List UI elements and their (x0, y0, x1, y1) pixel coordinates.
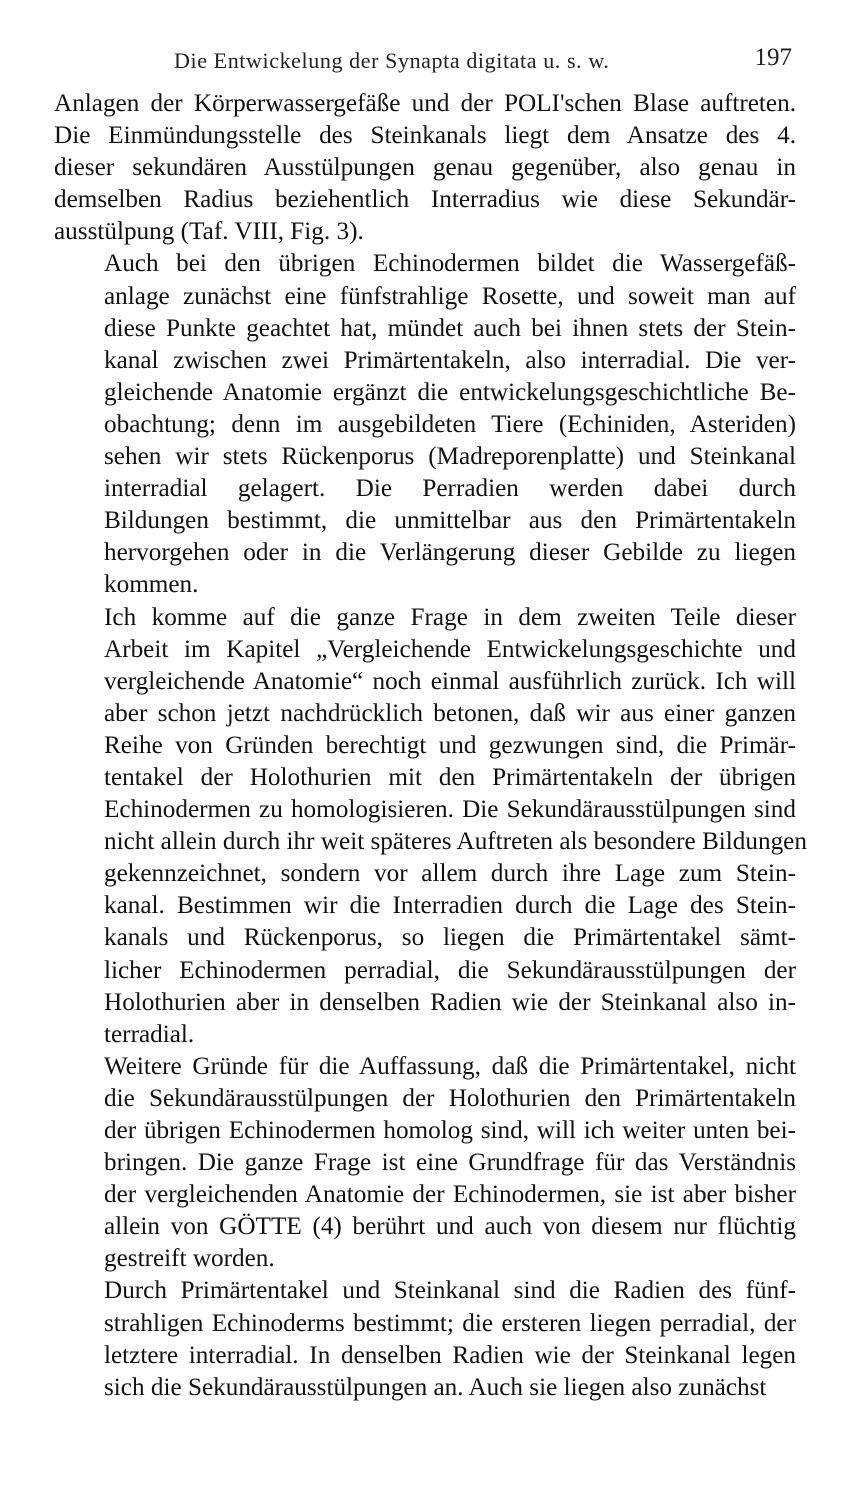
running-title: Die Entwickelung der Synapta digitata u. s. w. (174, 48, 610, 73)
text-line: kommen. (104, 571, 199, 599)
running-head (54, 44, 796, 78)
text-line: letztere interradial. In denselben Radien wie der Steinkanal legen (104, 1341, 796, 1369)
text-line: diese Punkte geachtet hat, mündet auch bei ihnen stets der Stein- (104, 314, 796, 342)
text-line: sich die Sekundärausstülpungen an. Auch sie liegen also zunächst (104, 1373, 767, 1401)
text-line: interradial gelagert. Die Perradien werden dabei durch (104, 475, 796, 503)
text-line: demselben Radius beziehentlich Interradius wie diese Sekundär- (54, 186, 796, 214)
text-line: strahligen Echinoderms bestimmt; die ersteren liegen perradial, der (104, 1309, 796, 1337)
text-line: Bildungen bestimmt, die unmittelbar aus den Primärtentakeln (104, 507, 796, 535)
text-line: Arbeit im Kapitel „Vergleichende Entwickelungsgeschichte und (104, 635, 796, 663)
text-line: gestreift worden. (104, 1245, 275, 1273)
text-line: Weitere Gründe für die Auffassung, daß die Primärtentakel, nicht (104, 1052, 796, 1080)
paragraph (54, 1051, 796, 1276)
body-text (54, 88, 807, 1404)
text-line: gekennzeichnet, sondern vor allem durch ihre Lage zum Stein- (104, 860, 796, 888)
text-line: allein von GÖTTE (4) berührt und auch von diesem nur flüchtig (104, 1213, 796, 1241)
text-line: gleichende Anatomie ergänzt die entwickelungsgeschichtliche Be- (104, 378, 796, 406)
text-line: aber schon jetzt nachdrücklich betonen, daß wir aus einer ganzen (104, 699, 796, 727)
text-line: obachtung; denn im ausgebildeten Tiere (Echiniden, Asteriden) (104, 410, 796, 438)
paragraph (54, 248, 796, 601)
text-line: tentakel der Holothurien mit den Primärtentakeln der übrigen (104, 763, 796, 791)
text-line: ausstülpung (Taf. VIII, Fig. 3). (54, 218, 364, 246)
text-line: sehen wir stets Rückenporus (Madreporenplatte) und Steinkanal (104, 443, 796, 471)
text-line: vergleichende Anatomie“ noch einmal ausführlich zurück. Ich will (104, 667, 796, 695)
text-line: Holothurien aber in denselben Radien wie der Steinkanal also in- (104, 988, 796, 1016)
text-line: dieser sekundären Ausstülpungen genau gegenüber, also genau in (54, 154, 796, 182)
text-line: Auch bei den übrigen Echinodermen bildet die Wassergefäß- (104, 250, 796, 278)
text-line: Durch Primärtentakel und Steinkanal sind die Radien des fünf- (104, 1277, 796, 1305)
text-line: der übrigen Echinodermen homolog sind, will ich weiter unten bei- (104, 1117, 796, 1144)
text-line: bringen. Die ganze Frage ist eine Grundfrage für das Verständnis (104, 1149, 796, 1177)
paragraph (54, 602, 807, 1051)
paragraph (54, 88, 796, 248)
text-line: kanals und Rückenporus, so liegen die Primärtentakel sämt- (104, 924, 796, 952)
text-line: kanal zwischen zwei Primärtentakeln, also interradial. Die ver- (104, 346, 796, 374)
text-line: Ich komme auf die ganze Frage in dem zweiten Teile dieser (104, 603, 796, 631)
text-line: kanal. Bestimmen wir die Interradien durch die Lage des Stein- (104, 892, 796, 920)
text-line: Die Einmündungsstelle des Steinkanals liegt dem Ansatze des 4. (54, 122, 796, 150)
page-number: 197 (754, 44, 792, 71)
text-line: Reihe von Gründen berechtigt und gezwungen sind, die Primär- (104, 731, 796, 759)
paragraph (54, 1275, 796, 1403)
text-line: licher Echinodermen perradial, die Sekundärausstülpungen der (104, 956, 796, 984)
text-line: hervorgehen oder in die Verlängerung dieser Gebilde zu liegen (104, 539, 796, 567)
text-line: Echinodermen zu homologisieren. Die Sekundärausstülpungen sind (104, 796, 796, 824)
text-line: der vergleichenden Anatomie der Echinodermen, sie ist aber bisher (104, 1181, 796, 1209)
text-line: nicht allein durch ihr weit späteres Auftreten als besondere Bildungen (104, 828, 807, 856)
text-line: die Sekundärausstülpungen der Holothurien den Primärtentakeln (104, 1084, 796, 1112)
text-line: anlage zunächst eine fünfstrahlige Rosette, und soweit man auf (104, 282, 796, 310)
text-line: terradial. (104, 1020, 195, 1048)
text-line: Anlagen der Körperwassergefäße und der POLI'schen Blase auftreten. (54, 90, 796, 117)
